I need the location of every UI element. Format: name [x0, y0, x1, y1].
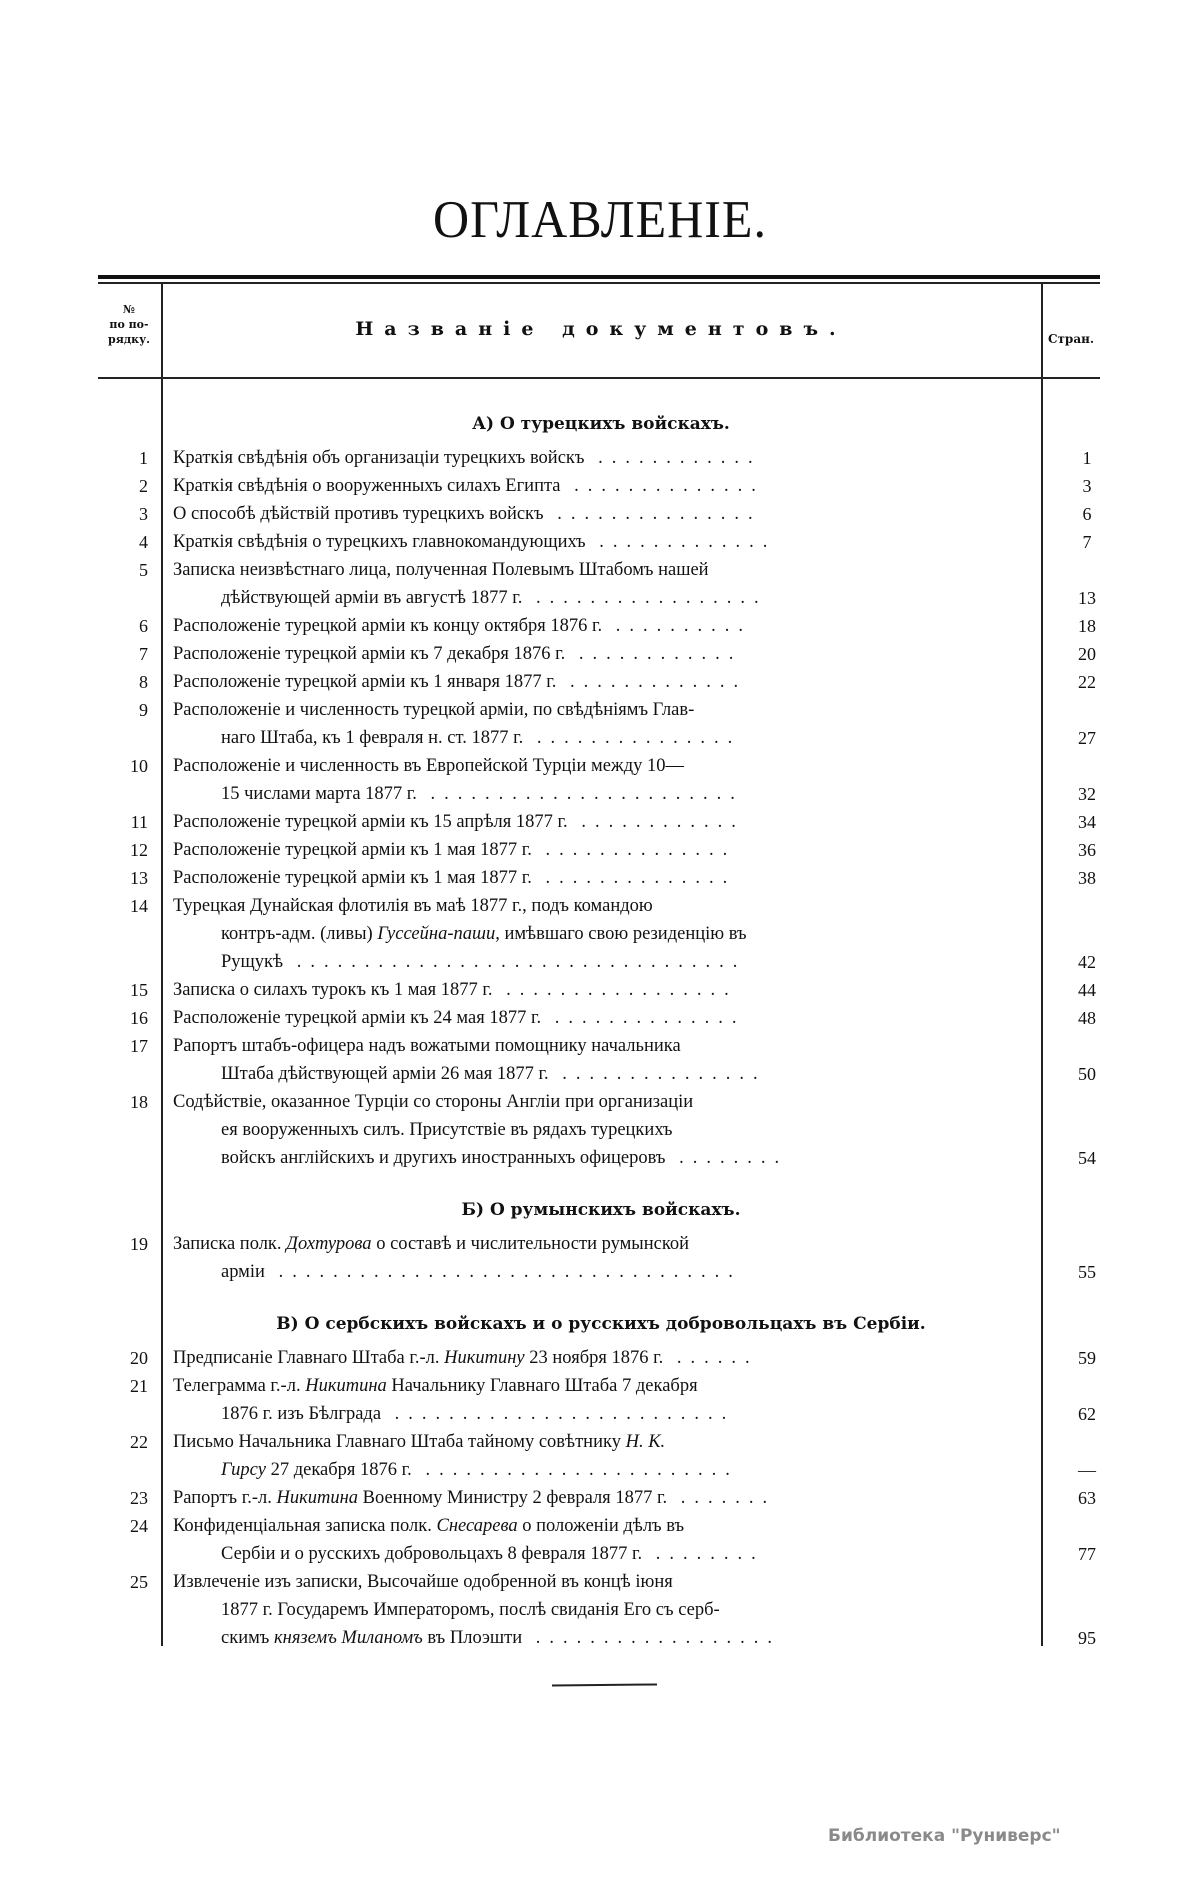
entry-title-line: Извлеченіе изъ записки, Высочайше одобренной въ концѣ іюня: [173, 1572, 673, 1592]
entry-title: [173, 1344, 1026, 1372]
entry-number: 4: [139, 532, 148, 552]
dot-leader: ..................................: [264, 1262, 742, 1282]
toc-entry[interactable]: [98, 1512, 1100, 1568]
entry-title-line: наго Штаба, къ 1 февраля н. ст. 1877 г. ...............: [221, 728, 742, 748]
entry-title: [173, 1004, 1026, 1032]
italic-name: Дохтурова: [286, 1234, 372, 1254]
toc-entry[interactable]: [98, 500, 1100, 528]
toc-entry[interactable]: [98, 1004, 1100, 1032]
entry-page-number: 44: [1078, 980, 1096, 1000]
entry-title-line: Турецкая Дунайская флотилія въ маѣ 1877 г., подъ командою: [173, 896, 653, 916]
dot-leader: .......: [667, 1488, 777, 1508]
dot-leader: ..............: [560, 476, 765, 496]
top-rule-thick: [98, 275, 1100, 279]
toc-entry[interactable]: [98, 668, 1100, 696]
toc-entry[interactable]: [98, 808, 1100, 836]
entry-number: 6: [139, 616, 148, 636]
toc-entry[interactable]: [98, 1088, 1100, 1172]
top-rule-thin: [98, 282, 1100, 284]
entry-title-line: Рущукѣ .................................: [221, 952, 747, 972]
toc-entry[interactable]: [98, 864, 1100, 892]
entry-title: [173, 696, 1026, 752]
header-number-column: [98, 302, 160, 347]
entry-title: [173, 1484, 1026, 1512]
library-watermark: Библиотека "Руниверс": [828, 1826, 1061, 1846]
entry-number: 24: [130, 1516, 148, 1536]
toc-entry[interactable]: [98, 1230, 1100, 1286]
dot-leader: .............: [556, 672, 748, 692]
italic-name: княземъ Миланомъ: [274, 1628, 423, 1648]
dot-leader: ......: [663, 1348, 759, 1368]
dot-leader: .............: [585, 532, 777, 552]
toc-entry[interactable]: [98, 1484, 1100, 1512]
entry-number: 2: [139, 476, 148, 496]
entry-title-line: Расположеніе турецкой арміи къ концу октября 1876 г. ..........: [173, 616, 753, 636]
italic-name: Гирсу: [221, 1460, 266, 1480]
toc-entry[interactable]: [98, 640, 1100, 668]
end-ornament-rule: [552, 1683, 657, 1686]
entry-number: 11: [130, 812, 148, 832]
entry-page-number: 38: [1078, 868, 1096, 888]
entry-title-line: контръ-адм. (ливы) Гуссейна-паши, имѣвшаго свою резиденцію въ: [221, 924, 747, 944]
entry-number: 13: [130, 868, 148, 888]
entry-page-number: 36: [1078, 840, 1096, 860]
dot-leader: ..........: [602, 616, 753, 636]
entry-page-number: 48: [1078, 1008, 1096, 1028]
entry-title-line: ея вооруженныхъ силъ. Присутствіе въ рядахъ турецкихъ: [221, 1120, 673, 1140]
toc-entry[interactable]: [98, 976, 1100, 1004]
dot-leader: ............: [567, 812, 745, 832]
dot-leader: .......................: [411, 1460, 739, 1480]
entry-title-line: Расположеніе турецкой арміи къ 1 мая 1877 г. ..............: [173, 840, 737, 860]
entry-title: [173, 556, 1026, 612]
dot-leader: ..............: [541, 1008, 746, 1028]
entry-number: 14: [130, 896, 148, 916]
dot-leader: ............: [584, 448, 762, 468]
entry-title-line: арміи ..................................: [221, 1262, 742, 1282]
entry-title: [173, 1088, 1026, 1172]
section-heading: Б) О румынскихъ войскахъ.: [461, 1200, 741, 1220]
entry-number: 16: [130, 1008, 148, 1028]
entry-title-line: Рапортъ штабъ-офицера надъ вожатыми помощнику начальника: [173, 1036, 681, 1056]
entry-title-line: Письмо Начальника Главнаго Штаба тайному совѣтнику Н. К.: [173, 1432, 666, 1452]
toc-body: [98, 404, 1100, 1652]
italic-name: Никитина: [305, 1376, 387, 1396]
dot-leader: ..............: [531, 868, 737, 888]
entry-title: [173, 1512, 1026, 1568]
entry-title-line: 1877 г. Государемъ Императоромъ, послѣ свиданія Его съ серб-: [221, 1600, 720, 1620]
entry-page-number: 27: [1078, 728, 1096, 748]
entry-page-number: 95: [1078, 1628, 1096, 1648]
entry-title: [173, 752, 1026, 808]
entry-title-line: Расположеніе турецкой арміи къ 1 мая 1877 г. ..............: [173, 868, 737, 888]
entry-number: 25: [130, 1572, 148, 1592]
toc-title: ОГЛАВЛЕНІЕ.: [433, 189, 767, 249]
toc-entry[interactable]: [98, 892, 1100, 976]
header-page-column: Стран.: [1047, 332, 1095, 346]
entry-title: [173, 528, 1026, 556]
entry-page-number: 55: [1078, 1262, 1096, 1282]
entry-title: [173, 1032, 1026, 1088]
section-heading: А) О турецкихъ войскахъ.: [472, 414, 730, 434]
entry-number: 15: [130, 980, 148, 1000]
entry-number: 19: [130, 1234, 148, 1254]
entry-number: 22: [130, 1432, 148, 1452]
entry-page-number: 42: [1078, 952, 1096, 972]
entry-page-number: 54: [1078, 1148, 1096, 1168]
toc-entry[interactable]: [98, 528, 1100, 556]
entry-number: 18: [130, 1092, 148, 1112]
toc-entry[interactable]: [98, 556, 1100, 612]
entry-title-line: Расположеніе турецкой арміи къ 15 апрѣля 1877 г. ............: [173, 812, 745, 832]
dot-leader: ..................: [522, 1628, 781, 1648]
entry-title-line: Расположеніе турецкой арміи къ 24 мая 1877 г. ..............: [173, 1008, 746, 1028]
entry-title: [173, 640, 1026, 668]
entry-title: [173, 1230, 1026, 1286]
entry-title: [173, 836, 1026, 864]
entry-number: 9: [139, 700, 148, 720]
entry-title-line: Краткія свѣдѣнія объ организаціи турецкихъ войскъ ............: [173, 448, 762, 468]
entry-page-number: 13: [1078, 588, 1096, 608]
italic-name: Никитину: [444, 1348, 525, 1368]
dot-leader: .................................: [283, 952, 747, 972]
entry-title: [173, 1428, 1026, 1484]
section-heading: В) О сербскихъ войскахъ и о русскихъ добровольцахъ въ Сербіи.: [276, 1314, 926, 1334]
dot-leader: .................: [492, 980, 738, 1000]
toc-entry[interactable]: [98, 444, 1100, 472]
entry-title: [173, 444, 1026, 472]
entry-number: 12: [130, 840, 148, 860]
entry-title: [173, 612, 1026, 640]
italic-name: Н. К.: [625, 1432, 666, 1452]
entry-title-line: Расположеніе турецкой арміи къ 7 декабря 1876 г. ............: [173, 644, 743, 664]
entry-title-line: 1876 г. изъ Бѣлграда .........................: [221, 1404, 736, 1424]
dot-leader: ............: [565, 644, 743, 664]
entry-title: [173, 472, 1026, 500]
entry-title-line: 15 числами марта 1877 г. .......................: [221, 784, 744, 804]
entry-number: 20: [130, 1348, 148, 1368]
entry-title-line: Конфиденціальная записка полк. Снесарева о положеніи дѣлъ въ: [173, 1516, 685, 1536]
dot-leader: ...............: [523, 728, 742, 748]
entry-title-line: Записка о силахъ турокъ къ 1 мая 1877 г. .................: [173, 980, 738, 1000]
entry-page-number: 1: [1082, 448, 1092, 468]
toc-entry[interactable]: [98, 472, 1100, 500]
entry-number: 3: [139, 504, 148, 524]
entry-title-line: О способѣ дѣйствій противъ турецкихъ войскъ ...............: [173, 504, 762, 524]
entry-number: 23: [130, 1488, 148, 1508]
entry-page-number: 63: [1078, 1488, 1096, 1508]
header-number-line3: рядку.: [108, 333, 150, 346]
entry-number: 21: [130, 1376, 148, 1396]
entry-number: 17: [130, 1036, 148, 1056]
toc-entry[interactable]: [98, 1568, 1100, 1652]
toc-entry[interactable]: [98, 612, 1100, 640]
header-title-column: Названіе документовъ.: [355, 318, 847, 340]
entry-page-number: 20: [1078, 644, 1096, 664]
entry-page-number: 32: [1078, 784, 1096, 804]
header-number-symbol: №: [123, 303, 135, 316]
entry-title: [173, 864, 1026, 892]
italic-name: Снесарева: [436, 1516, 518, 1536]
entry-title-line: Расположеніе турецкой арміи къ 1 января 1877 г. .............: [173, 672, 748, 692]
entry-page-number: 62: [1078, 1404, 1096, 1424]
entry-number: 1: [139, 448, 148, 468]
entry-title: [173, 1372, 1026, 1428]
entry-title-line: войскъ англійскихъ и другихъ иностранныхъ офицеровъ ........: [221, 1148, 789, 1168]
entry-title: [173, 892, 1026, 976]
italic-name: Гуссейна-паши: [377, 924, 496, 944]
entry-title: [173, 668, 1026, 696]
dot-leader: ........: [665, 1148, 789, 1168]
dot-leader: .........................: [381, 1404, 736, 1424]
dot-leader: .................: [522, 588, 768, 608]
entry-title-line: Гирсу 27 декабря 1876 г. .......................: [221, 1460, 739, 1480]
entry-title-line: Сербіи и о русскихъ добровольцахъ 8 февраля 1877 г. ........: [221, 1544, 765, 1564]
entry-page-number: 3: [1082, 476, 1092, 496]
toc-entry[interactable]: [98, 696, 1100, 752]
entry-page-number: 7: [1082, 532, 1092, 552]
entry-title-line: Краткія свѣдѣнія о турецкихъ главнокомандующихъ .............: [173, 532, 777, 552]
entry-number: 10: [130, 756, 148, 776]
header-number-line2: по по-: [109, 318, 149, 331]
entry-title-line: Краткія свѣдѣнія о вооруженныхъ силахъ Египта ..............: [173, 476, 765, 496]
entry-page-number: 34: [1078, 812, 1096, 832]
entry-title-line: Предписаніе Главнаго Штаба г.-л. Никитину 23 ноября 1876 г. ......: [173, 1348, 759, 1368]
entry-title-line: Расположеніе и численность въ Европейской Турціи между 10—: [173, 756, 684, 776]
toc-entry[interactable]: [98, 1428, 1100, 1484]
entry-title-line: Штаба дѣйствующей арміи 26 мая 1877 г. ...............: [221, 1064, 767, 1084]
entry-title-line: Записка полк. Дохтурова о составѣ и числительности румынской: [173, 1234, 690, 1254]
entry-title: [173, 1568, 1026, 1652]
entry-page-number: 22: [1078, 672, 1096, 692]
entry-page-number: 18: [1078, 616, 1096, 636]
entry-title: [173, 976, 1026, 1004]
entry-page-number: 50: [1078, 1064, 1096, 1084]
entry-number: 7: [139, 644, 148, 664]
entry-title-line: Телеграмма г.-л. Никитина Начальнику Главнаго Штаба 7 декабря: [173, 1376, 698, 1396]
dot-leader: ..............: [531, 840, 737, 860]
entry-title-line: Записка неизвѣстнаго лица, полученная Полевымъ Штабомъ нашей: [173, 560, 709, 580]
toc-entry[interactable]: [98, 1372, 1100, 1428]
entry-number: 8: [139, 672, 148, 692]
italic-name: Никитина: [276, 1488, 359, 1508]
entry-page-number: 77: [1078, 1544, 1096, 1564]
entry-number: 5: [139, 560, 148, 580]
toc-entry[interactable]: [98, 752, 1100, 808]
dot-leader: ...............: [548, 1064, 767, 1084]
entry-title-line: Расположеніе и численность турецкой арміи, по свѣдѣніямъ Глав-: [173, 700, 695, 720]
entry-title: [173, 500, 1026, 528]
entry-page-number: —: [1078, 1460, 1096, 1480]
toc-entry[interactable]: [98, 836, 1100, 864]
entry-title-line: дѣйствующей арміи въ августѣ 1877 г. .................: [221, 588, 768, 608]
dot-leader: .......................: [416, 784, 744, 804]
toc-entry[interactable]: [98, 1344, 1100, 1372]
entry-title-line: скимъ княземъ Миланомъ въ Плоэшти ..................: [221, 1628, 781, 1648]
entry-title-line: Содѣйствіе, оказанное Турціи со стороны Англіи при организаціи: [173, 1092, 694, 1112]
entry-page-number: 6: [1082, 504, 1092, 524]
entry-title-line: Рапортъ г.-л. Никитина Военному Министру 2 февраля 1877 г. .......: [173, 1488, 777, 1508]
header-rule: [98, 377, 1100, 379]
toc-entry[interactable]: [98, 1032, 1100, 1088]
entry-page-number: 59: [1078, 1348, 1096, 1368]
entry-title: [173, 808, 1026, 836]
dot-leader: ...............: [543, 504, 762, 524]
dot-leader: ........: [642, 1544, 765, 1564]
